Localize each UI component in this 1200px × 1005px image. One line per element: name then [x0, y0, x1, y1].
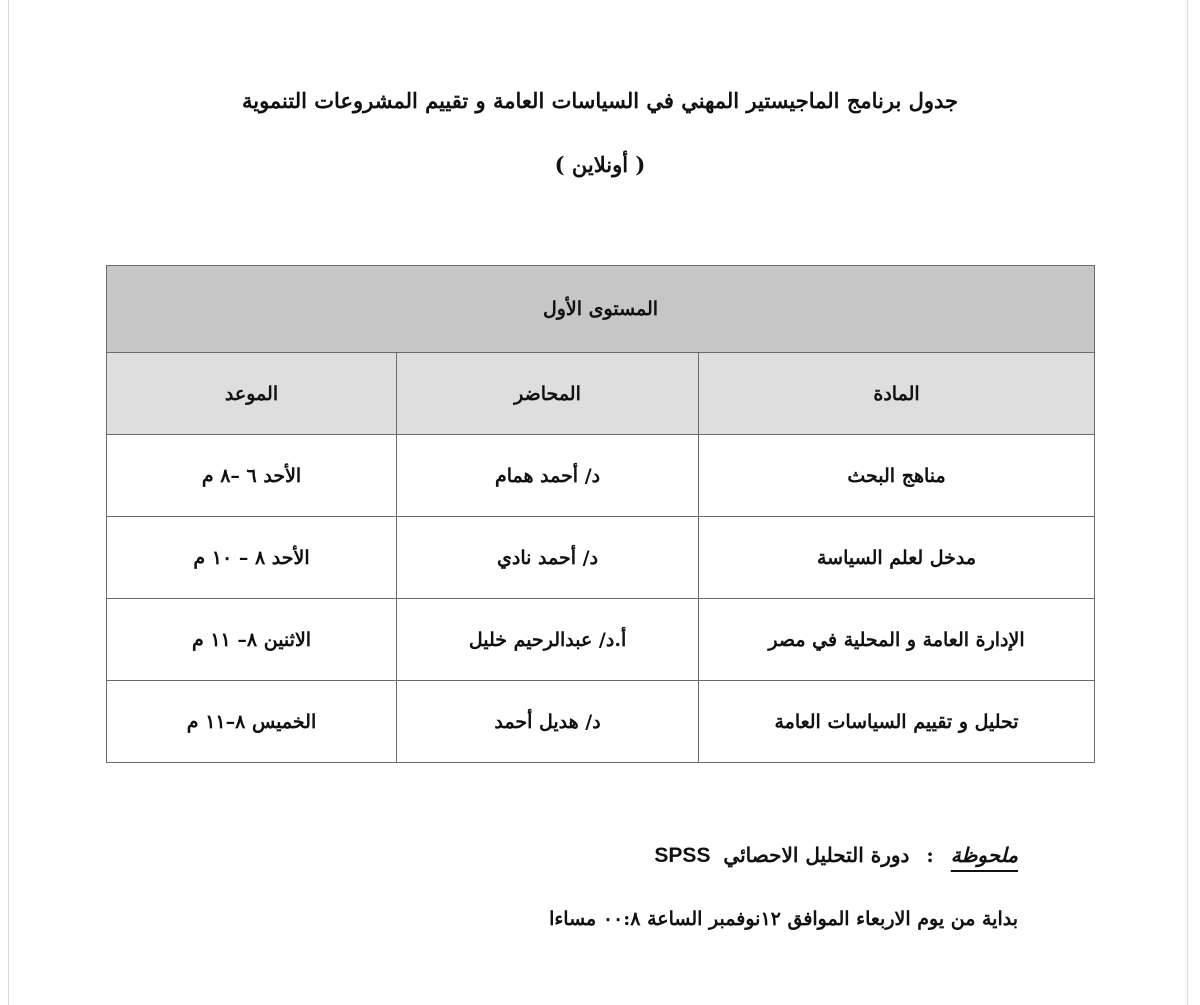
subject-cell: تحليل و تقييم السياسات العامة	[699, 681, 1095, 763]
document-subtitle: ( أونلاين )	[554, 152, 646, 177]
level-row	[107, 266, 1095, 353]
column-header-row	[107, 353, 1095, 435]
lecturer-cell: د/ هديل أحمد	[397, 681, 699, 763]
time-cell: الاثنين ٨– ١١ م	[107, 599, 397, 681]
lecturer-column-header: المحاضر	[397, 353, 699, 435]
document-title: جدول برنامج الماجيستير المهني في السياسات العامة و تقييم المشروعات التنموية	[241, 88, 959, 113]
time-cell: الأحد ٦ –٨ م	[107, 435, 397, 517]
schedule-table	[106, 265, 1095, 763]
note-start-date: بداية من يوم الاربعاء الموافق ١٢نوفمبر الساعة ٠٠:٨ مساءا	[549, 908, 1018, 930]
note-separator: :	[926, 843, 934, 867]
subject-cell: الإدارة العامة و المحلية في مصر	[699, 599, 1095, 681]
table-row	[107, 517, 1095, 599]
table-row	[107, 599, 1095, 681]
table-row	[107, 681, 1095, 763]
note-line	[654, 838, 1018, 873]
table-row	[107, 435, 1095, 517]
lecturer-cell: د/ أحمد نادي	[397, 517, 699, 599]
time-cell: الأحد ٨ – ١٠ م	[107, 517, 397, 599]
lecturer-cell: أ.د/ عبدالرحيم خليل	[397, 599, 699, 681]
lecturer-cell: د/ أحمد همام	[397, 435, 699, 517]
note-software-name: SPSS	[654, 844, 711, 867]
time-cell: الخميس ٨–١١ م	[107, 681, 397, 763]
subject-column-header: المادة	[699, 353, 1095, 435]
note-label: ملحوظة	[950, 843, 1018, 867]
subject-cell: مدخل لعلم السياسة	[699, 517, 1095, 599]
level-heading: المستوى الأول	[107, 266, 1095, 353]
note-text: دورة التحليل الاحصائي	[723, 843, 910, 867]
time-column-header: الموعد	[107, 353, 397, 435]
subject-cell: مناهج البحث	[699, 435, 1095, 517]
